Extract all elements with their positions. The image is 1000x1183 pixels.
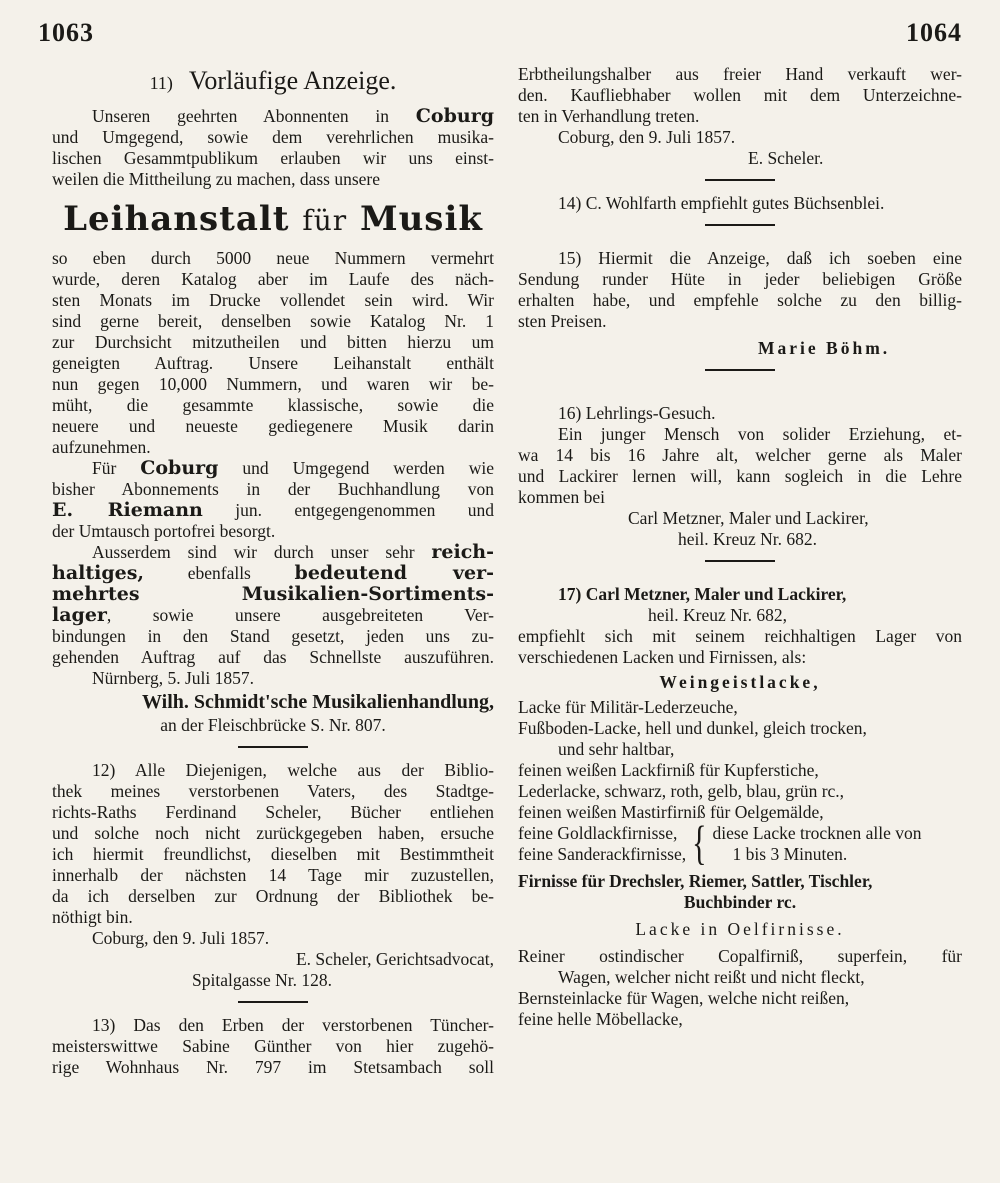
ad-13-line: den. Kaufliebhaber wollen mit dem Unterzeichne-	[518, 85, 962, 105]
left-column	[52, 64, 494, 1078]
ad-11-line: neuere und neueste gediegenere Musik darin	[52, 416, 494, 436]
ad-11-line: und Umgegend, sowie dem verehrlichen musika-	[52, 127, 494, 147]
ad-11-line: bisher Abonnements in der Buchhandlung von	[52, 479, 494, 499]
ad-12-place-date: Coburg, den 9. Juli 1857.	[92, 928, 270, 948]
ad-11-line: müht, die gesammte klassische, sowie die	[52, 395, 494, 415]
ad-16-line: Ein junger Mensch von solider Erziehung, et-	[558, 424, 962, 444]
ad-11-line: Unseren geehrten Abonnenten in Coburg	[92, 105, 494, 127]
right-column	[518, 64, 962, 1030]
ad-17-head-address: heil. Kreuz Nr. 682,	[648, 605, 787, 625]
ad-11-title: 11) Vorläufige Anzeige.	[149, 66, 397, 95]
ad-number: 11)	[149, 73, 173, 93]
ad-17-item: feine Sanderackfirnisse,	[518, 844, 687, 864]
ad-11-line: lischen Gesammtpublikum erlauben wir uns einst-	[52, 148, 494, 168]
ad-12-line: 12) Alle Diejenigen, welche aus der Biblio-	[92, 760, 494, 780]
ad-17-weingeistlacke: Weingeistlacke,	[659, 672, 821, 692]
ad-15-line: 15) Hiermit die Anzeige, daß ich soeben eine	[558, 248, 962, 268]
coburg-emphasis: Coburg	[415, 105, 494, 127]
ad-17-buchbinder: Buchbinder rc.	[683, 892, 797, 912]
ad-15-line: erhalten habe, und empfehle solche zu den billig-	[518, 290, 962, 310]
ad-17-brace-group	[518, 816, 962, 870]
coburg-emphasis: Coburg	[140, 457, 219, 479]
ad-17-oel-line: Bernsteinlacke für Wagen, welche nicht reißen,	[518, 988, 850, 1008]
ad-15-line: Sendung runder Hüte in jeder beliebigen Größe	[518, 269, 962, 289]
ad-11-line: E. Riemann jun. entgegengenommen und	[52, 499, 494, 521]
ad-11-firm-address: an der Fleischbrücke S. Nr. 807.	[160, 715, 386, 735]
ad-12-address: Spitalgasse Nr. 128.	[192, 970, 332, 990]
ad-13-signer: E. Scheler.	[748, 148, 824, 168]
ad-11-line: mehrtes Musikalien-Sortiments-	[52, 583, 494, 605]
ad-11-line: zur Durchsicht mitzutheilen und bitten hierzu um	[52, 332, 494, 352]
ad-16-line: wa 14 bis 16 Jahre alt, welcher gerne als Maler	[518, 445, 962, 465]
ad-17-item: feinen weißen Mastirfirniß für Oelgemälde,	[518, 802, 824, 822]
ad-16-line: und Lackirer lernen will, kann sogleich in die Lehre	[518, 466, 962, 486]
ad-17-item: Fußboden-Lacke, hell und dunkel, gleich trocken,	[518, 718, 867, 738]
ad-11-firm: Wilh. Schmidt'sche Musikalienhandlung,	[142, 691, 494, 713]
ad-13-line: 13) Das den Erben der verstorbenen Tüncher-	[92, 1015, 494, 1035]
ad-17-item: feinen weißen Lackfirniß für Kupferstiche,	[518, 760, 819, 780]
ad-11-line: gehenden Auftrag auf das Schnellste auszuführen.	[52, 647, 494, 667]
ad-11-line: sind gerne bereit, denselben sowie Katalog Nr. 1	[52, 311, 494, 331]
ad-17-item: 1 bis 3 Minuten.	[732, 844, 848, 864]
ad-11-line: so eben durch 5000 neue Nummern vermehrt	[52, 248, 494, 268]
ad-11-line: geneigten Auftrag. Unsere Leihanstalt enthält	[52, 353, 494, 373]
separator	[705, 224, 775, 226]
brace-glyph: {	[692, 816, 707, 870]
ad-11-line: sten Monats im Drucke vollendet sein wird. Wir	[52, 290, 494, 310]
ad-11-line: bindungen in den Stand gesetzt, jeden uns zu-	[52, 626, 494, 646]
ad-12-line: thek meines verstorbenen Vaters, des Stadtge-	[52, 781, 494, 801]
ad-13-line: rige Wohnhaus Nr. 797 im Stetsambach soll	[52, 1057, 494, 1077]
headline-leihanstalt: Leihanstalt für Musik	[63, 199, 483, 239]
ad-11-line: Ausserdem sind wir durch unser sehr reich-	[92, 541, 495, 563]
ad-12-line: innerhalb der nächsten 14 Tage mir zuzustellen,	[52, 865, 494, 885]
ad-11-line: aufzunehmen.	[52, 437, 151, 457]
ad-11-line: der Umtausch portofrei besorgt.	[52, 521, 276, 541]
ad-17-item: feine Goldlackfirnisse,	[518, 823, 678, 843]
ad-17-oel-title: Lacke in Oelfirnisse.	[635, 919, 845, 939]
ad-13-line: ten in Verhandlung treten.	[518, 106, 700, 126]
riemann-emphasis: E. Riemann	[52, 499, 203, 521]
ad-17-line: verschiedenen Lacken und Firnissen, als:	[518, 647, 807, 667]
ad-17-oel-line: Wagen, welcher nicht reißt und nicht fleckt,	[558, 967, 865, 987]
ad-11-line: lager, sowie unsere ausgebreiteten Ver-	[52, 604, 494, 626]
page-number-right: 1064	[906, 18, 962, 47]
separator	[238, 746, 308, 748]
ad-16-signer: Carl Metzner, Maler und Lackirer,	[628, 508, 869, 528]
ad-12-signer: E. Scheler, Gerichtsadvocat,	[295, 949, 494, 969]
ad-12-line: und solche noch nicht zurückgegeben haben, ersuche	[52, 823, 494, 843]
ad-13-line: Erbtheilungshalber aus freier Hand verkauft wer-	[518, 64, 962, 84]
ad-17-item: diese Lacke trocknen alle von	[712, 823, 922, 843]
ad-11-line: nun gegen 10,000 Nummern, und waren wir be-	[52, 374, 494, 394]
separator	[238, 1001, 308, 1003]
ad-11-line: haltiges, ebenfalls bedeutend ver-	[52, 562, 495, 584]
ad-17-line: empfiehlt sich mit seinem reichhaltigen Lager von	[518, 626, 962, 646]
ad-11-place-date: Nürnberg, 5. Juli 1857.	[92, 668, 255, 688]
ad-14-text: 14) C. Wohlfarth empfiehlt gutes Büchsenblei.	[558, 193, 885, 213]
ad-12-line: da ich derselben zur Ordnung der Bibliothek be-	[52, 886, 494, 906]
ad-17-oel-line: Reiner ostindischer Copalfirniß, superfein, für	[518, 946, 962, 966]
ad-11-line: Für Coburg und Umgegend werden wie	[92, 457, 494, 479]
separator	[705, 179, 775, 181]
page-number-left: 1063	[38, 18, 94, 47]
ad-12-line: richts-Raths Ferdinand Scheler, Bücher entliehen	[52, 802, 494, 822]
ad-13-line: meisterswittwe Sabine Günther von hier zugehö-	[52, 1036, 494, 1056]
ad-16-line: kommen bei	[518, 487, 605, 507]
ad-17-item: Lacke für Militär-Lederzeuche,	[518, 697, 738, 717]
separator	[705, 560, 775, 562]
ad-16-address: heil. Kreuz Nr. 682.	[678, 529, 817, 549]
ad-16-title: 16) Lehrlings-Gesuch.	[558, 403, 716, 423]
ad-13-place-date: Coburg, den 9. Juli 1857.	[558, 127, 736, 147]
separator	[705, 369, 775, 371]
ad-11-line: weilen die Mittheilung zu machen, dass unsere	[52, 169, 381, 189]
ad-17-drechsler: Firnisse für Drechsler, Riemer, Sattler, Tischler,	[518, 871, 873, 891]
ad-17-item: und sehr haltbar,	[558, 739, 675, 759]
ad-15-signer: Marie Böhm.	[758, 338, 891, 358]
ad-15-line: sten Preisen.	[518, 311, 607, 331]
ad-17-item: Lederlacke, schwarz, roth, gelb, blau, grün rc.,	[518, 781, 845, 801]
ad-12-line: ich hiermit freundlichst, dieselben mit Bestimmtheit	[52, 844, 494, 864]
ad-17-oel-line: feine helle Möbellacke,	[518, 1009, 683, 1029]
ad-17-head: 17) Carl Metzner, Maler und Lackirer,	[558, 584, 847, 604]
ad-12-line: nöthigt bin.	[52, 907, 133, 927]
ad-11-line: wurde, deren Katalog aber im Laufe des näch-	[52, 269, 494, 289]
